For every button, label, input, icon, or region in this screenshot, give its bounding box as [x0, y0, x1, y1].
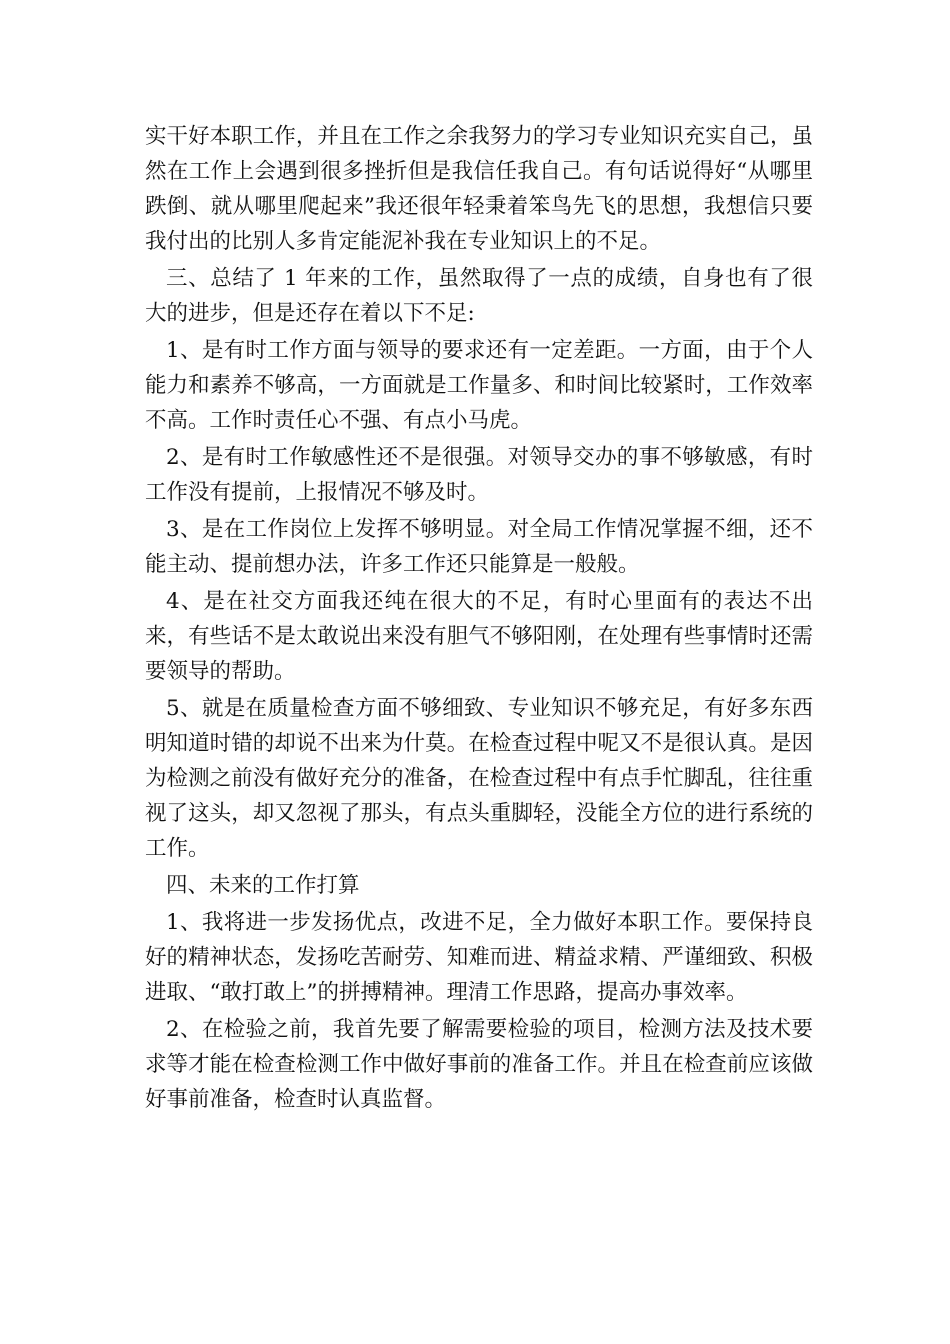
- paragraph-item-5: 5、就是在质量检查方面不够细致、专业知识不够充足，有好多东西明知道时错的却说不出来为什莫。在检查过程中呢又不是很认真。是因为检测之前没有做好充分的准备，在检查过程中有点手忙脚乱，往往重视了这头，却又忽视了那头，有点头重脚轻，没能全方位的进行系统的工作。: [145, 696, 813, 861]
- document-body: [145, 119, 813, 1119]
- paragraph-plan-1: 1、我将进一步发扬优点，改进不足，全力做好本职工作。要保持良好的精神状态，发扬吃苦耐劳、知难而进、精益求精、严谨细致、积极进取、“敢打敢上”的拼搏精神。理清工作思路，提高办事效率。: [145, 910, 813, 1005]
- paragraph-plan-2: 2、在检验之前，我首先要了解需要检验的项目，检测方法及技术要求等才能在检查检测工作中做好事前的准备工作。并且在检查前应该做好事前准备，检查时认真监督。: [145, 1017, 813, 1112]
- paragraph-continuation: 实干好本职工作，并且在工作之余我努力的学习专业知识充实自己，虽然在工作上会遇到很多挫折但是我信任我自己。有句话说得好“从哪里跌倒、就从哪里爬起来”我还很年轻秉着笨鸟先飞的思想，我想信只要我付出的比别人多肯定能泥补我在专业知识上的不足。: [145, 124, 813, 254]
- section-heading-four: 四、未来的工作打算: [166, 873, 360, 898]
- paragraph-item-2: 2、是有时工作敏感性还不是很强。对领导交办的事不够敏感，有时工作没有提前，上报情况不够及时。: [145, 445, 813, 505]
- paragraph-item-1: 1、是有时工作方面与领导的要求还有一定差距。一方面，由于个人能力和素养不够高，一方面就是工作量多、和时间比较紧时，工作效率不高。工作时责任心不强、有点小马虎。: [145, 338, 813, 433]
- paragraph-item-4: 4、是在社交方面我还纯在很大的不足，有时心里面有的表达不出来，有些话不是太敢说出来没有胆气不够阳刚，在处理有些事情时还需要领导的帮助。: [145, 589, 813, 684]
- paragraph-item-3: 3、是在工作岗位上发挥不够明显。对全局工作情况掌握不细，还不能主动、提前想办法，许多工作还只能算是一般般。: [145, 517, 813, 577]
- paragraph-section-three: 三、总结了 1 年来的工作，虽然取得了一点的成绩，自身也有了很大的进步，但是还存在着以下不足:: [145, 266, 813, 326]
